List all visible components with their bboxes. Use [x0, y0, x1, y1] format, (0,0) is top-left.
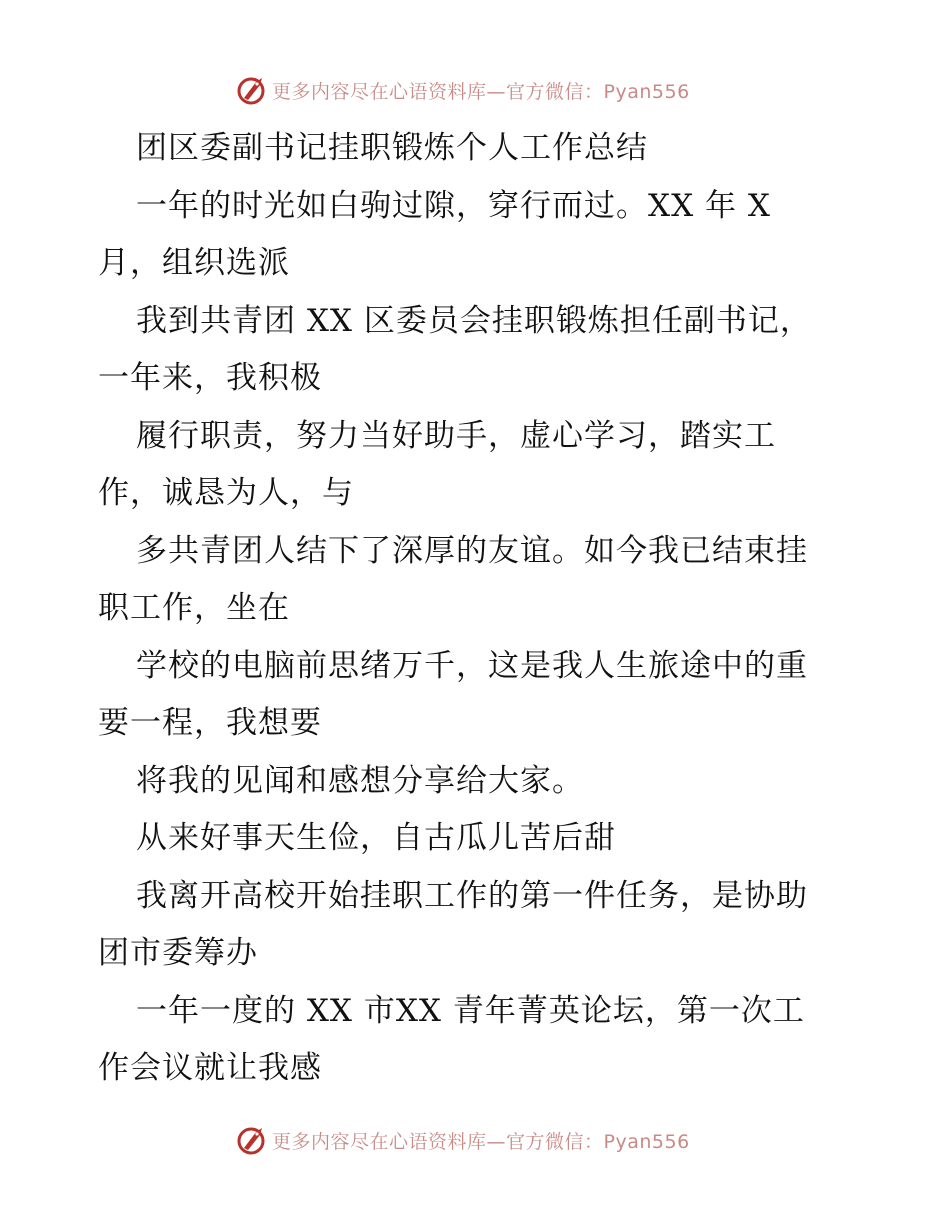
- pen-nib-logo-icon: [236, 74, 268, 106]
- paragraph-line: 月，组织选派: [98, 245, 290, 281]
- paragraph-line: 我到共青团 XX 区委员会挂职锻炼担任副书记，: [136, 302, 812, 339]
- paragraph-line: 一年一度的 XX 市XX 青年菁英论坛，第一次工: [136, 992, 805, 1029]
- paragraph-line: 学校的电脑前思绪万千，这是我人生旅途中的重: [136, 647, 808, 684]
- footer-banner: [236, 1122, 690, 1158]
- paragraph-line: 履行职责，努力当好助手，虚心学习，踏实工: [136, 417, 776, 454]
- paragraph-line: 作会议就让我感: [98, 1050, 322, 1086]
- paragraph-line: 将我的见闻和感想分享给大家。: [136, 762, 584, 799]
- header-banner: [236, 72, 690, 108]
- paragraph-line: 要一程，我想要: [98, 705, 322, 741]
- paragraph-line: 团市委筹办: [98, 935, 258, 971]
- document-body: [98, 120, 858, 1098]
- paragraph-line: 职工作，坐在: [98, 590, 290, 626]
- document-title: 团区委副书记挂职锻炼个人工作总结: [136, 130, 648, 166]
- paragraph-line: 作，诚恳为人，与: [98, 475, 354, 511]
- paragraph-line: 我离开高校开始挂职工作的第一件任务，是协助: [136, 877, 808, 914]
- header-banner-text: 更多内容尽在心语资料库—官方微信：Pyan556: [272, 80, 690, 103]
- paragraph-line: 多共青团人结下了深厚的友谊。如今我已结束挂: [136, 532, 808, 569]
- pen-nib-logo-icon: [236, 1124, 268, 1156]
- section-heading: 从来好事天生俭，自古瓜儿苦后甜: [136, 820, 616, 856]
- paragraph-line: 一年的时光如白驹过隙，穿行而过。XX 年 X: [136, 187, 771, 224]
- footer-banner-text: 更多内容尽在心语资料库—官方微信：Pyan556: [272, 1130, 690, 1153]
- paragraph-line: 一年来，我积极: [98, 360, 322, 396]
